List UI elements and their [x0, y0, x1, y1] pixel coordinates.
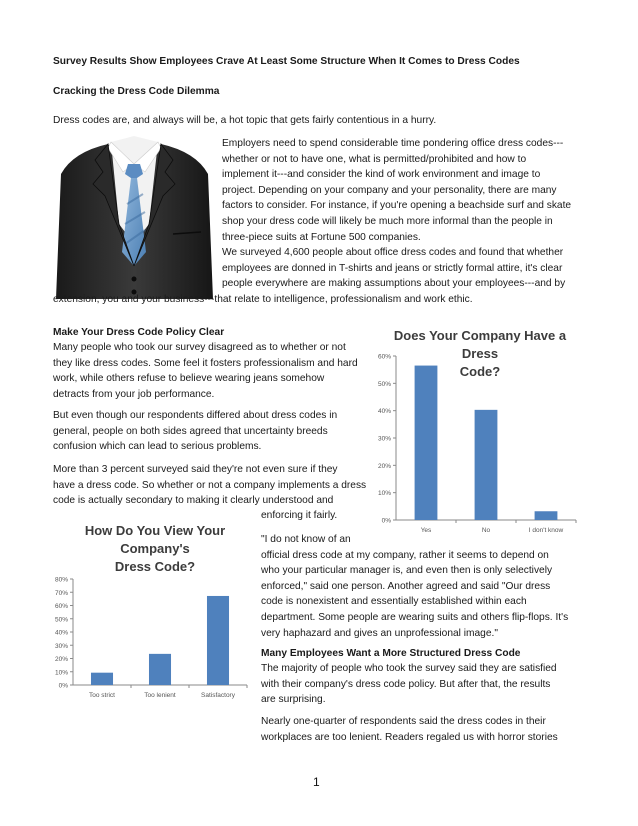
- chart2-y-tick-label: 70%: [55, 589, 68, 597]
- text-line: department. Some people are wearing suits and others flip-flops. It's: [261, 611, 569, 623]
- chart2-plot: [55, 517, 255, 707]
- chart2-title: How Do You View Your Company's Dress Code?: [84, 523, 226, 574]
- text-line: official dress code at my company, rather it seems to depend on: [261, 549, 549, 561]
- chart1-y-tick-label: 10%: [377, 490, 391, 498]
- text-line: project. Depending on your company and your personality, there are many: [222, 184, 557, 196]
- chart-dress-code-view: [55, 517, 255, 707]
- chart2-bar: [207, 596, 229, 685]
- text-line: workplaces are too lenient. Readers regaled us with horror stories: [261, 731, 558, 743]
- text-line: enforced," said one person. Another agreed and said "Our dress: [261, 580, 551, 592]
- paragraph-survey-end: extension, you and your business---that relate to intelligence, professionalism and work ethic.: [53, 294, 473, 305]
- text-line: code is nonexistent and essentially established within each: [261, 596, 527, 608]
- text-line: code is actually secondary to making it clearly understood and: [53, 495, 334, 507]
- section1-paragraph-2: [53, 408, 373, 455]
- suit-image: [53, 134, 216, 299]
- text-line: whether or not to have one, what is permitted/prohibited and how to: [222, 153, 527, 165]
- chart1-x-tick-label: Yes: [420, 527, 432, 534]
- text-line: Many people who took our survey disagreed as to whether or not: [53, 342, 346, 353]
- chart1-y-tick-label: 40%: [377, 408, 391, 416]
- subheading: Cracking the Dress Code Dilemma: [53, 86, 220, 97]
- text-line: We surveyed 4,600 people about office dress codes and found that whether: [222, 247, 564, 258]
- chart1-plot: [376, 322, 584, 534]
- text-line: factors to consider. For instance, if you're opening a beachside surf and skate: [222, 200, 572, 212]
- chart1-y-tick-label: 30%: [377, 435, 391, 443]
- text-line: The majority of people who took the survey said they are satisfied: [261, 663, 557, 674]
- chart2-y-tick-label: 30%: [55, 642, 68, 650]
- chart1-y-tick-label: 20%: [377, 462, 391, 470]
- chart1-title: Does Your Company Have a Dress Code?: [393, 328, 567, 379]
- chart2-y-tick-label: 80%: [55, 576, 68, 584]
- chart2-y-tick-label: 20%: [55, 656, 68, 663]
- text-line: who your particular manager is, and even then is only selectively: [261, 565, 553, 577]
- section2-paragraph-2: [261, 714, 596, 745]
- text-line: confusion which can lead to serious problems.: [53, 441, 262, 453]
- text-line: are surprising.: [261, 694, 326, 706]
- section1-paragraph-1: [53, 340, 373, 402]
- chart2-y-tick-label: 40%: [55, 629, 68, 637]
- chart1-y-tick-label: 0%: [381, 517, 391, 525]
- chart2-bar: [91, 673, 113, 685]
- page-number: 1: [313, 775, 320, 789]
- chart2-bar: [149, 654, 171, 685]
- chart2-y-tick-label: 60%: [55, 603, 68, 610]
- text-line: have a dress code. So whether or not a company implements a dress: [53, 479, 367, 491]
- text-line: three-piece suits at Fortune 500 companies.: [222, 231, 421, 243]
- chart2-x-tick-label: Too strict: [88, 692, 116, 699]
- intro-paragraph: Dress codes are, and always will be, a hot topic that gets fairly contentious in a hurry.: [53, 115, 437, 126]
- text-line: Employers need to spend considerable time pondering office dress codes---: [222, 138, 564, 149]
- text-line: employees are donned in T-shirts and jeans or strictly formal attire, it's clear: [222, 262, 563, 274]
- text-line: "I do not know of an: [261, 534, 351, 545]
- text-line: But even though our respondents differed about dress codes in: [53, 410, 338, 421]
- text-line: detracts from your job performance.: [53, 388, 215, 400]
- text-line: with their company's dress code policy. But after that, the results: [261, 678, 551, 690]
- section2-paragraph-1: [261, 661, 596, 708]
- text-line: shop your dress code will likely be much more informal than the people in: [222, 215, 553, 227]
- paragraph-employers: [222, 136, 592, 245]
- chart1-x-tick-label: I don't know: [528, 527, 564, 534]
- text-line: general, people on both sides agreed that uncertainty breeds: [53, 425, 328, 437]
- chart1-y-tick-label: 60%: [377, 353, 391, 361]
- chart2-x-tick-label: Too lenient: [144, 692, 176, 699]
- chart2-y-tick-label: 50%: [55, 616, 68, 624]
- chart2-y-tick-label: 10%: [55, 669, 68, 677]
- text-line: Nearly one-quarter of respondents said the dress codes in their: [261, 716, 546, 727]
- section1-paragraph-3-end: enforcing it fairly.: [261, 510, 338, 521]
- chart1-x-tick-label: No: [481, 527, 491, 534]
- page-title: Survey Results Show Employees Crave At Least Some Structure When It Comes to Dress Codes: [53, 56, 520, 67]
- chart1-bar: [535, 511, 558, 520]
- text-line: implement it---and consider the kind of work environment and image to: [222, 169, 541, 181]
- chart1-y-tick-label: 50%: [377, 380, 391, 388]
- text-line: More than 3 percent surveyed said they're not even sure if they: [53, 464, 338, 475]
- chart2-y-tick-label: 0%: [58, 682, 68, 690]
- chart1-bar: [415, 366, 438, 520]
- chart1-bar: [475, 410, 498, 520]
- paragraph-survey: [222, 245, 592, 292]
- business-suit-icon: [53, 134, 216, 299]
- text-line: they like dress codes. Some feel it fosters professionalism and hard: [53, 357, 358, 369]
- section1-paragraph-3: [53, 462, 383, 509]
- text-line: work, while others refuse to believe wearing jeans somehow: [53, 373, 325, 385]
- chart2-x-tick-label: Satisfactory: [201, 692, 235, 699]
- section-title-structure: Many Employees Want a More Structured Dress Code: [261, 648, 521, 659]
- section-title-policy: Make Your Dress Code Policy Clear: [53, 327, 225, 338]
- text-line: people everywhere are making assumptions about your employees---and by: [222, 278, 566, 290]
- chart-dress-code-existence: [376, 322, 584, 534]
- quote-paragraph: [261, 532, 596, 641]
- text-line: very haphazard and gives an unprofessional image.": [261, 627, 498, 639]
